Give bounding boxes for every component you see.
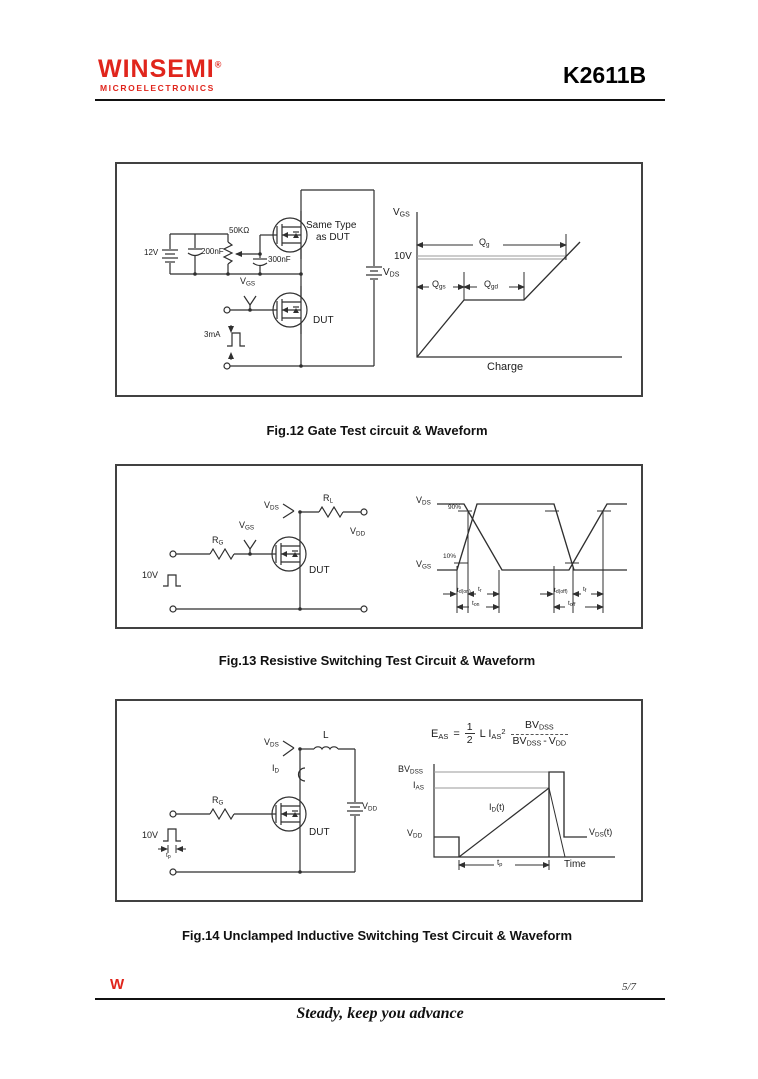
label-vds: $V_{DS}$ [264, 500, 279, 512]
label-charge-axis: Charge [487, 361, 524, 373]
fig14-caption: Fig.14 Unclamped Inductive Switching Test Circuit & Waveform [181, 928, 573, 943]
label-wave-vgs: $V_{GS}$ [416, 559, 432, 571]
label-td-on: $t_{d(on)}$ [457, 587, 471, 596]
mosfet-symbol [273, 286, 307, 334]
fig13-caption: Fig.13 Resistive Switching Test Circuit & Waveform [218, 653, 536, 668]
label-rg: $R_G$ [212, 535, 224, 547]
label-qg: $Q_g$ [479, 237, 490, 249]
mosfet-symbol [272, 530, 306, 578]
label-time-axis: Time [564, 859, 586, 870]
label-same-type-1: Same Type [306, 220, 357, 231]
label-qgs: $Q_{gs}$ [432, 279, 446, 291]
fig13-graphics [117, 466, 641, 627]
label-vds: $V_{DS}$ [383, 267, 400, 279]
label-wave-vdd: $V_{DD}$ [407, 828, 423, 840]
eq-half-fraction: $\frac{1}{2}$ [466, 720, 473, 747]
label-tf: $t_f$ [583, 586, 587, 595]
label-id-t: $I_D(t)$ [489, 802, 505, 814]
footer-rule [95, 998, 665, 1000]
label-vgs: $V_{GS}$ [239, 520, 255, 532]
label-rl: $R_L$ [323, 493, 334, 505]
fig13-box [115, 464, 643, 629]
footer-logo-mark: W [110, 976, 125, 993]
label-10pct: 10% [443, 553, 457, 560]
label-toff: $t_{off}$ [568, 600, 576, 609]
label-tp-pulse: $t_p$ [166, 852, 171, 861]
eq-bv-fraction: $BV_{DSS}$ $BV_{DSS} - V_{DD}$ [512, 719, 567, 748]
label-wave-vgs: $V_{GS}$ [393, 207, 410, 219]
label-qgd: $Q_{gd}$ [484, 279, 499, 291]
label-200nf: 200nF [201, 247, 224, 256]
mosfet-symbol [273, 211, 307, 259]
mosfet-symbol [272, 790, 306, 838]
label-dut: DUT [309, 827, 330, 838]
eq-equals: = [453, 728, 460, 741]
label-vdd: $V_{DD}$ [362, 801, 378, 813]
footer-slogan: Steady, keep you advance [296, 1005, 464, 1022]
registered-mark-icon: ® [214, 59, 222, 70]
label-wave-vds: $V_{DS}$ [416, 495, 431, 507]
label-90pct: 90% [448, 504, 462, 511]
label-vds-t: $V_{DS}(t)$ [589, 827, 613, 839]
fig14-box [115, 699, 643, 902]
fig12-box [115, 162, 643, 397]
label-same-type-2: as DUT [316, 232, 350, 243]
label-ias: $I_{AS}$ [413, 780, 424, 792]
eas-equation [431, 720, 568, 748]
label-12v: 12V [144, 248, 159, 257]
label-bvdss: $BV_{DSS}$ [398, 764, 423, 776]
label-10v-input: 10V [142, 830, 159, 840]
fig12-caption: Fig.12 Gate Test circuit & Waveform [266, 423, 488, 438]
label-10v-level: 10V [394, 251, 412, 262]
eq-lhs: $E_{AS}$ [431, 727, 449, 741]
label-rg: $R_G$ [212, 795, 224, 807]
label-300nf: 300nF [268, 255, 291, 264]
label-vdd: $V_{DD}$ [350, 526, 366, 538]
label-10v-input: 10V [142, 570, 159, 580]
page-number: 5/7 [622, 981, 637, 993]
label-id: $I_D$ [272, 763, 280, 775]
company-logo: WINSEMI® [98, 55, 222, 83]
label-vds: $V_{DS}$ [264, 737, 279, 749]
logo-subtitle: MICROELECTRONICS [100, 83, 215, 93]
eq-li-term: L $I_{AS}^2$ [479, 726, 506, 741]
label-dut: DUT [309, 565, 330, 576]
label-inductor: L [323, 730, 329, 741]
label-td-off: $t_{d(off)}$ [554, 587, 568, 596]
label-tp-span: $t_p$ [497, 858, 503, 869]
label-tr: $t_r$ [478, 586, 482, 595]
label-ton: $t_{on}$ [472, 600, 480, 609]
header-rule [95, 99, 665, 101]
fig12-graphics [117, 164, 641, 395]
label-dut: DUT [313, 315, 334, 326]
label-3ma: 3mA [204, 330, 221, 339]
part-number: K2611B [563, 62, 647, 88]
label-vgs: $V_{GS}$ [240, 276, 256, 288]
label-50kohm: 50KΩ [229, 226, 250, 235]
